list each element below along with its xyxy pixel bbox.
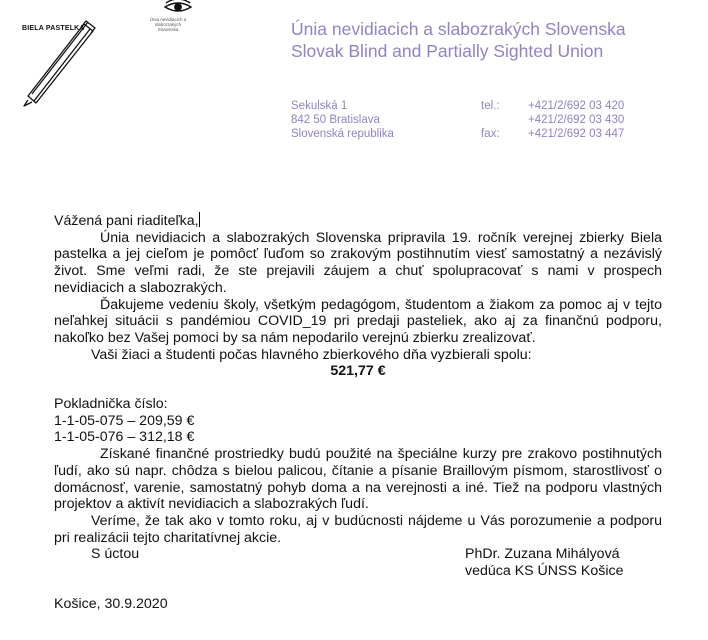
paragraph-collected: Vaši žiaci a študenti počas hlavného zbierkového dňa vyzbierali spolu: bbox=[91, 346, 532, 363]
tel-label: tel.: bbox=[481, 100, 500, 112]
brand-text: BIELA PASTELKA bbox=[22, 25, 85, 32]
paragraph-intro: Únia nevidiacich a slabozrakých Slovenska pripravila 19. ročník verejnej zbierky Biela pastelka a jej cieľom je pomôcť ľuďom so zrakovým postihnutím viesť samostatný a nezávislý život. Sme veľmi radi, že ste prejavili záujem a chuť spolupracovať s nami v prospech nevidiacich a slabozrakých. bbox=[54, 229, 662, 296]
phone-number: +421/2/692 03 420 bbox=[528, 100, 625, 112]
org-name-sk: Únia nevidiacich a slabozrakých Slovenska bbox=[291, 19, 626, 39]
letter-body bbox=[54, 212, 662, 612]
box-line: 1-1-05-076 – 312,18 € bbox=[54, 429, 195, 446]
place-date: Košice, 30.9.2020 bbox=[54, 595, 168, 612]
address-line: Slovenská republika bbox=[291, 128, 394, 140]
phone-number: +421/2/692 03 430 bbox=[528, 114, 625, 126]
org-small-line: Slovenska bbox=[157, 27, 179, 32]
signer-name: PhDr. Zuzana Mihályová bbox=[465, 546, 620, 563]
fax-label: fax: bbox=[481, 128, 500, 140]
closing: S úctou bbox=[91, 546, 140, 563]
address-line: 842 50 Bratislava bbox=[291, 114, 380, 126]
org-name-en: Slovak Blind and Partially Sighted Union bbox=[291, 41, 604, 61]
paragraph-hope: Veríme, že tak ako v tomto roku, aj v budúcnosti nájdeme u Vás porozumenie a podporu pri realizácii tejto charitatívnej akcie. bbox=[54, 512, 662, 546]
fax-number: +421/2/692 03 447 bbox=[528, 128, 625, 140]
org-title bbox=[291, 18, 626, 62]
signature-row bbox=[54, 546, 662, 579]
text-caret bbox=[199, 212, 200, 227]
org-small-name bbox=[137, 17, 199, 32]
paragraph-thanks: Ďakujeme vedeniu školy, všetkým pedagógom, študentom a žiakom za pomoc aj v tejto neľahkej situácii s pandémiou COVID_19 pri predaji pasteliek, ako aj za finančnú podporu, nakoľko bez Vašej pomoci by sa nám nepodarilo verejnú zbierku zrealizovať. bbox=[54, 296, 662, 346]
signer-title: vedúca KS ÚNSS Košice bbox=[465, 563, 624, 580]
phone-numbers bbox=[528, 99, 624, 141]
salutation-text: Vážená pani riaditeľka bbox=[54, 213, 195, 229]
paragraph-usage: Získané finančné prostriedky budú použité na špeciálne kurzy pre zrakovo postihnutých ľudí, ako sú napr. chôdza s bielou palicou, čítanie a písanie Braillovým písmom, starostlivosť o domácnosť, varenie, samostatný pohyb doma a na verejnosti a iné. Tiež na podporu vlastných projektov a aktivít nevidiacich a slabozrakých ľudí. bbox=[54, 446, 662, 513]
salutation: Vážená pani riaditeľka, bbox=[54, 213, 199, 229]
org-small-line: Únia nevidiacich a slabozrakých bbox=[149, 17, 187, 27]
box-line: 1-1-05-075 – 209,59 € bbox=[54, 412, 195, 429]
address-line: Sekulská 1 bbox=[291, 100, 348, 112]
box-label: Pokladnička číslo: bbox=[54, 396, 168, 413]
phone-labels bbox=[481, 99, 500, 141]
signature-block bbox=[465, 546, 662, 579]
total-amount: 521,77 € bbox=[330, 363, 386, 380]
address-block bbox=[291, 99, 394, 141]
